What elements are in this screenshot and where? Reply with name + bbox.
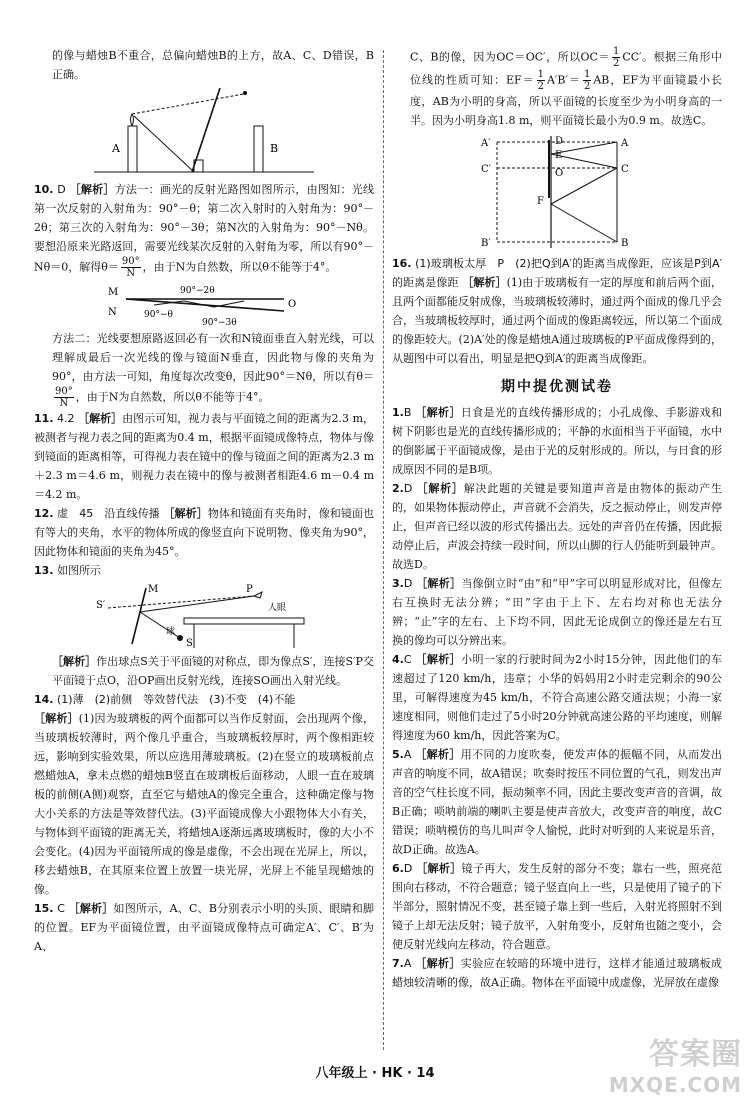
analysis-text: (1)由于玻璃板有一定的厚度和前后两个面，且两个面都能反射成像，当玻璃板较薄时，通过两个面成的像几乎会合，当玻璃板较厚时，通过两个面成的像距离较远，所以第二个面成的像距较大。(2)A′处的像是蜡烛A通过玻璃板的P平面成像得到的，从题图中可以看出，明显是把Q到A′的距离当成像距。 (392, 276, 723, 365)
figure-label: E (555, 150, 563, 161)
analysis-text: 方法一：画光的反射光路图如图所示，由图知：光线第一次反射的入射角为：90°－θ；第二次入射时的入射角为：90°－2θ；第三次的入射角为：90°－3θ；第N次的入射角为：90°－Nθ。要想沿原来光路返回，需要光线某次反射的入射角为零，所以有90°－Nθ＝0，解得θ＝ (34, 183, 375, 274)
section-title: 期中提优测试卷 (501, 379, 613, 395)
analysis-tag: ［解析］ (78, 412, 123, 425)
figure-label: 90°−θ (144, 310, 173, 320)
analysis-tag: ［解析］ (163, 507, 208, 520)
question-number: 15. (34, 902, 54, 915)
figure-label: S′ (96, 600, 106, 611)
analysis-text: (1)因为玻璃板的两个面都可以当作反射面，会出现两个像，当玻璃板较薄时，两个像几乎重合，当玻璃板较厚时，两个像相距较远，影响到实验效果，所以应选用薄玻璃板。(2)在竖立的玻璃板前点燃蜡烛A，拿未点燃的蜡烛B竖直在玻璃板后面移动，人眼一直在玻璃板的前侧(A侧)观察，直至它与蜡烛A的像完全重合，这种确定像与物大小关系的方法是等效替代法。(3)平面镜成像大小跟物体大小有关，与物体到平面镜的距离无关，将蜡烛A逐渐远离玻璃板时，像的大小不会变化。(4)因为平面镜所成的像是虚像，不会出现在光屏上，所以，移去蜡烛B，在其原来位置上放置一块光屏，光屏上不能呈现蜡烛的像。 (34, 712, 374, 896)
fraction: $\frac{90^\circ}{N}$ (121, 256, 140, 279)
figure-label: A (112, 142, 120, 155)
analysis-text: 如图所示，A、C、B分别表示小明的头顶、眼睛和脚的位置。EF为平面镜位置，由平面镜成像特点可确定A′、C′、B′为A、 (34, 902, 375, 953)
text-block: ［解析］作出球点S关于平面镜的对称点，即为像点S′，连接S′P交平面镜于点O，沿OP画出反射光线，连接SO画出入射光线。 (52, 655, 374, 687)
text-block: 的像与蜡烛B不重合，总偏向蜡烛B的上方，故A、C、D错误，B正确。 (52, 49, 374, 81)
figure-label: 90°−3θ (202, 318, 237, 327)
figure-label: S (186, 638, 193, 649)
figure-label: A (621, 138, 629, 149)
question-number: 12. (34, 507, 54, 520)
question-12 (34, 504, 374, 561)
question-r1: 1.B ［解析］日食是光的直线传播形成的；小孔成像、手影游戏和树下阴影也是光的直线传播形成的；平静的水面相当于平面镜，水中的倒影属于平面镜成像，是由于光的反射形成的。所以，与日食的形成原因不同的是B项。 (392, 406, 723, 476)
question-number: 14. (34, 693, 54, 706)
fraction: $\frac{90^\circ}{N}$ (55, 386, 73, 409)
question-16 (392, 254, 722, 368)
answer: 4.2 (57, 412, 75, 425)
figure-label: C′ (481, 164, 491, 175)
column-divider (383, 50, 384, 1050)
figure-label: O (288, 299, 297, 310)
question-r3: 3.D ［解析］当像倒立时“由”和“甲”字可以明显形成对比，但像左右互换时无法分辨；“田”字由于上下、左右均对称也无法分辨；“止”字的左右、上下均不同，因此无论成倒立的像还是左右互换的像均可以分辨出来。 (392, 577, 722, 647)
right-column (392, 46, 722, 992)
analysis-tag: ［解析］ (34, 712, 79, 725)
question-14 (34, 690, 374, 899)
question-11 (34, 409, 374, 504)
figure-label: N (108, 307, 117, 318)
figure-label: 90°−2θ (180, 286, 215, 296)
fraction: $\frac{1}{2}$ (612, 46, 620, 69)
analysis-tag: ［解析］ (69, 183, 115, 196)
fraction: $\frac{1}{2}$ (583, 69, 591, 92)
question-number: 16. (392, 257, 412, 270)
figure-label: P (246, 584, 253, 595)
text-block: 方法二：光线要想原路返回必有一次和N镜面垂直入射光线，可以理解成最后一次光线的像与镜面N垂直，因此物与像的夹角为90°，由方法一可知，角度每次改变θ，因此90°＝Nθ，所以有θ＝ $\frac{90^\circ}{N}$ ，由于N为自然数，所以θ不能等于4°。 (52, 332, 374, 409)
question-number: 13. (34, 564, 54, 577)
analysis-tag: ［解析］ (462, 276, 507, 289)
question-13 (34, 561, 374, 580)
figure-mirror-height (467, 132, 647, 252)
question-r2: 2.D ［解析］解决此题的关键是要知道声音是由物体的振动产生的，如果物体振动停止，声音就不会消失，反之振动停止，则发声停止，但声音已经以波的形式传播出去。远处的声音仍在传播，因此振动停止后，声波会持续一段时间，所以山脚的行人仍能听到最钟声。故选D。 (392, 482, 723, 571)
left-column (34, 46, 374, 956)
watermark: 答案圈 MXQE.COM (608, 1037, 742, 1097)
answer: D (57, 183, 66, 196)
question-r4: 4.C ［解析］小明一家的行驶时间为2小时15分钟，因此他们的车速超过了120 km/h，违章；小华的妈妈用2小时走完剩余的90公里，可解得速度为45 km/h，不符合高速公路交通法规；小海一家速度相同，则他们走过了5小时20分钟就高速公路的平均速度，则解得速度为60 km/h，因此答案为C。 (392, 653, 722, 742)
figure-label: M (148, 584, 159, 595)
figure-label: B′ (481, 238, 491, 249)
figure-candle-reflection (94, 86, 314, 178)
figure-label: B (621, 238, 629, 249)
question-r7: 7.A ［解析］实验应在较暗的环境中进行，这样才能通过玻璃板成蜡烛较清晰的像，故A正确。物体在平面镜中成虚像，光屏放在虚像 (392, 957, 722, 989)
figure-label: F (537, 196, 544, 207)
analysis-tag: ［解析］ (68, 902, 114, 915)
answer: (1)薄 (2)前侧 等效替代法 (3)不变 (4)不能 (57, 693, 296, 706)
figure-label: 球 (166, 627, 176, 637)
figure-label: O (555, 168, 564, 179)
figure-billiard-mirror (94, 582, 314, 650)
text-block: C、B的像，因为OC＝OC′，所以OC＝ $\frac{1}{2}$ CC′。根据三角形中位线的性质可知：EF＝ $\frac{1}{2}$ A′B′＝ $\frac{1}{2}$ AB，EF为平面镜最小长度，AB为小明的身高，所以平面镜的长度至少为小明身高的一半。因为小明身高1.8 m，则平面镜长最小为0.9 m。故选C。 (410, 46, 722, 127)
figure-label: C (621, 164, 629, 175)
answer: (1)玻璃板太厚 P (2)把Q到A′的距离当成像距，应该是P到A′的距离是像距 (392, 257, 722, 289)
answer: 如图所示 (57, 564, 101, 577)
page-footer: 八年级上 · HK · 14 (315, 1066, 435, 1081)
question-r6: 6.D ［解析］镜子再大，发生反射的部分不变；靠右一些，照亮范围向右移动，不符合题意；镜子竖直向上一些，只是使用了镜子的下半部分，照射情况不变，甚至镜子靠上到一些后，入射光将照射不到镜子上却无法反射；镜子放平，入射角变小，反射角也随之变小，会使反射光线向左移动，符合题意。 (392, 862, 723, 951)
figure-mirror-angles (104, 281, 304, 327)
analysis-text: ，由于N为自然数，所以θ不能等于4°。 (142, 260, 337, 274)
figure-label: A′ (481, 138, 491, 149)
answer: 虚 45 沿直线传播 (57, 507, 160, 520)
figure-label: 人眼 (268, 603, 287, 613)
analysis-text: 由图示可知，视力表与平面镜之间的距离为2.3 m，被测者与视力表之间的距离为0.4 m，根据平面镜成像特点，物体与像到镜面的距离相等，可得视力表在镜中的像与镜面之间的距离为2.3 m＋2.3 m＝4.6 m，则视力表在镜中的像与被测者相距4.6 m－0.4 m＝4.2 m。 (34, 412, 375, 501)
figure-label: M (108, 287, 119, 298)
analysis-text: 物体和镜面有夹角时，像和镜面也有等大的夹角，水平的物体所成的像竖直向下说明物、像夹角为90°，因此物体和镜面的夹角为45°。 (34, 507, 375, 558)
fraction: $\frac{1}{2}$ (537, 69, 544, 92)
answer: C (57, 902, 65, 915)
question-10 (34, 180, 374, 279)
figure-label: D (555, 136, 564, 147)
question-number: 11. (34, 412, 54, 425)
question-number: 10. (34, 183, 54, 196)
question-r5: 5.A ［解析］用不同的力度吹奏，使发声体的振幅不同，从而发出声音的响度不同，故A错误；吹奏时按压不同位置的气孔，则发出声音的空气柱长度不同，振动频率不同，因此主要改变声音的音调，故B正确；唢呐前端的喇叭主要是使声音放大，改变声音的响度，故C错误；唢呐模仿的鸟儿叫声令人愉悦，此时对听到的人来说是乐音，故D正确。故选A。 (392, 748, 722, 856)
figure-label: B (270, 142, 279, 155)
question-15 (34, 899, 374, 956)
